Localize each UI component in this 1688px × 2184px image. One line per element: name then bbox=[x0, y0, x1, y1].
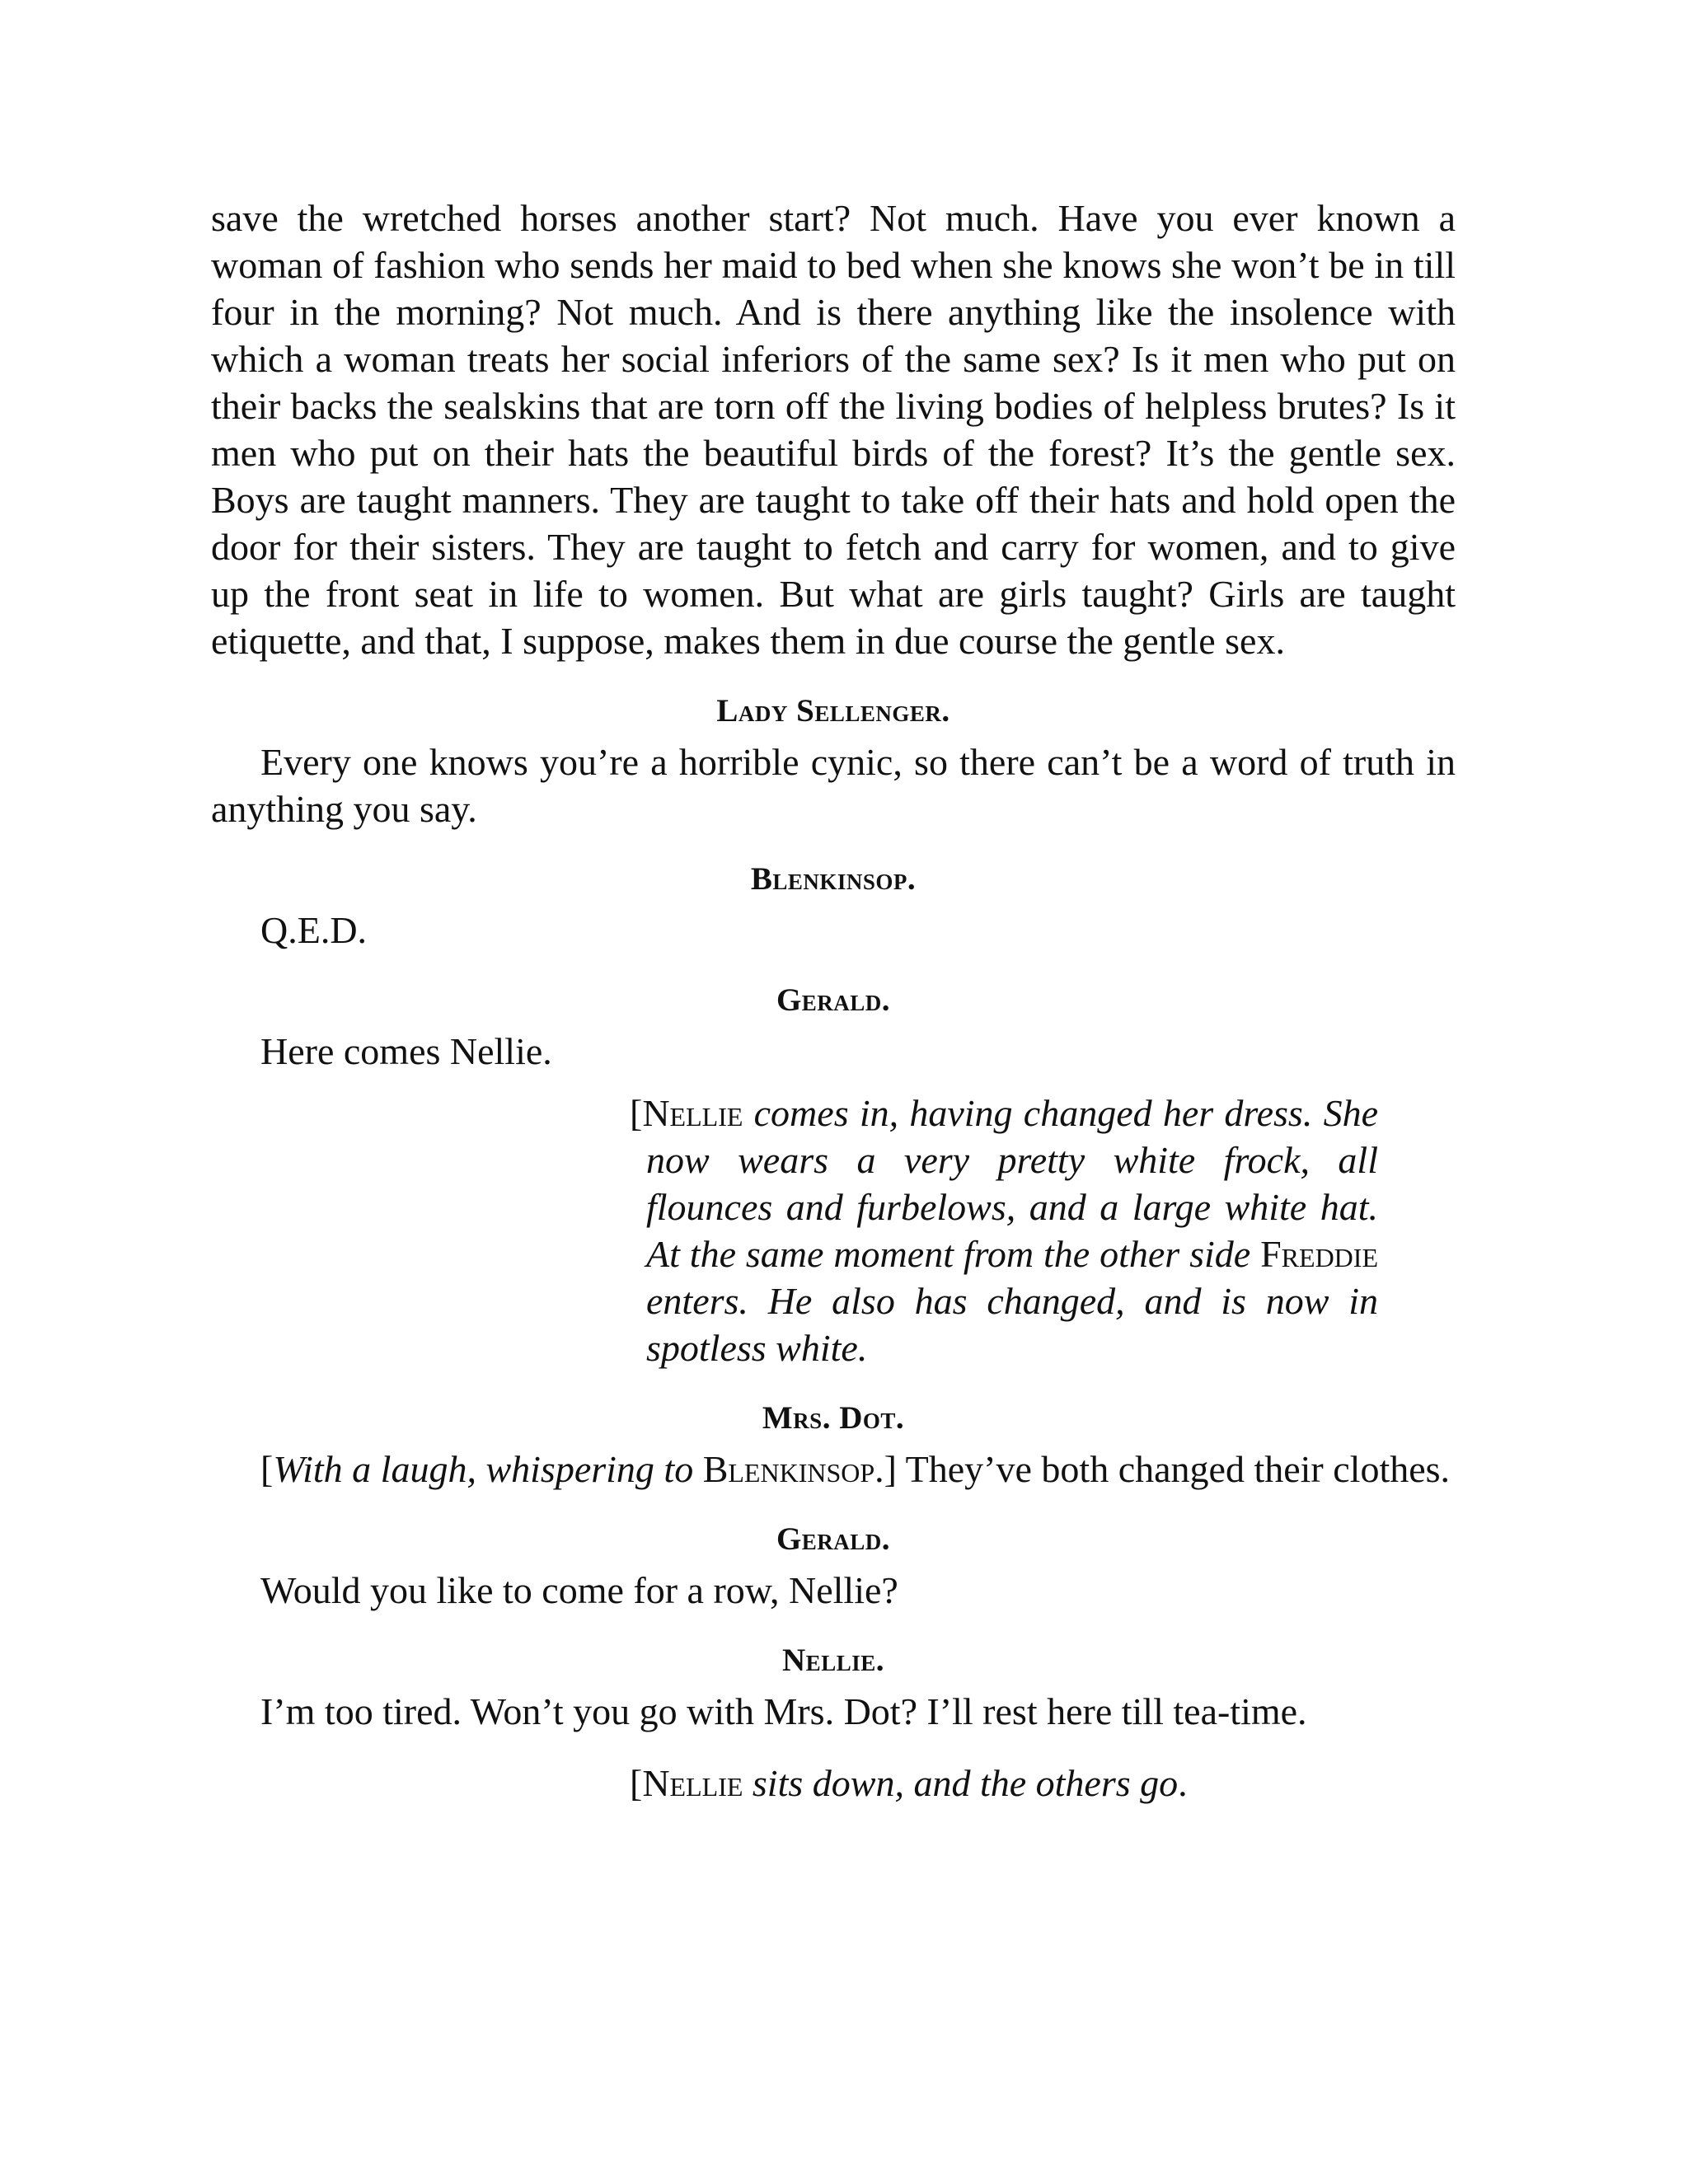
dialogue-mrs-dot bbox=[211, 1446, 1456, 1493]
dialogue-text: They’ve both changed their clothes. bbox=[897, 1448, 1451, 1490]
stage-bracket: .] bbox=[874, 1448, 897, 1490]
stage-bracket: [ bbox=[630, 1092, 643, 1134]
speaker-nellie: Nellie. bbox=[782, 1643, 884, 1678]
stage-text: comes in, having changed her dress. She now wears a very pretty white frock, all flounces and furbelows, and a large white hat. At the same moment from the other side bbox=[646, 1092, 1378, 1275]
speaker-blenkinsop: Blenkinsop. bbox=[750, 861, 917, 897]
stage-period: . bbox=[1178, 1762, 1188, 1804]
dialogue-blenkinsop: Q.E.D. bbox=[260, 909, 368, 951]
stage-direction-nellie-sits bbox=[630, 1760, 1378, 1807]
speaker-lady-sellenger: Lady Sellenger. bbox=[716, 693, 950, 729]
inline-space bbox=[693, 1448, 703, 1490]
stage-bracket: [ bbox=[630, 1762, 643, 1804]
stage-direction-nellie-enters bbox=[630, 1090, 1378, 1371]
speaker-gerald: Gerald. bbox=[776, 982, 891, 1018]
character-name-blenkinsop: Blenkinsop bbox=[702, 1448, 875, 1490]
dialogue-gerald: Would you like to come for a row, Nellie? bbox=[260, 1569, 898, 1611]
stage-bracket: [ bbox=[260, 1448, 274, 1490]
speaker-gerald: Gerald. bbox=[776, 1521, 891, 1557]
inline-direction: With a laugh, whispering to bbox=[273, 1448, 694, 1490]
dialogue-gerald: Here comes Nellie. bbox=[260, 1030, 552, 1072]
dialogue-nellie: I’m too tired. Won’t you go with Mrs. Dot? I’ll rest here till tea-time. bbox=[260, 1690, 1307, 1732]
speaker-mrs-dot: Mrs. Dot. bbox=[762, 1400, 905, 1436]
dialogue-lady-sellenger: Every one knows you’re a horrible cynic, so there can’t be a word of truth in anything you say. bbox=[211, 741, 1456, 830]
character-name-freddie: Freddie bbox=[1260, 1233, 1378, 1275]
script-page bbox=[211, 194, 1456, 1807]
stage-text: enters. He also has changed, and is now in spotless white. bbox=[646, 1280, 1378, 1369]
character-name-nellie: Nellie bbox=[642, 1092, 743, 1134]
stage-text: sits down, and the others go bbox=[743, 1762, 1179, 1804]
character-name-nellie: Nellie bbox=[642, 1762, 743, 1804]
opening-paragraph: save the wretched horses another start? Not much. Have you ever known a woman of fashion who sends her maid to bed when she knows she won’t be in till four in the morning? Not much. And is there anything like the insolence with which a woman treats her social inferiors of the same sex? Is it men who put on their backs the sealskins that are torn off the living bodies of helpless brutes? Is it men who put on their hats the beautiful birds of the forest? It’s the gentle sex. Boys are taught manners. They are taught to take off their hats and hold open the door for their sisters. They are taught to fetch and carry for women, and to give up the front seat in life to women. But what are girls taught? Girls are taught etiquette, and that, I suppose, makes them in due course the gentle sex. bbox=[211, 197, 1456, 662]
